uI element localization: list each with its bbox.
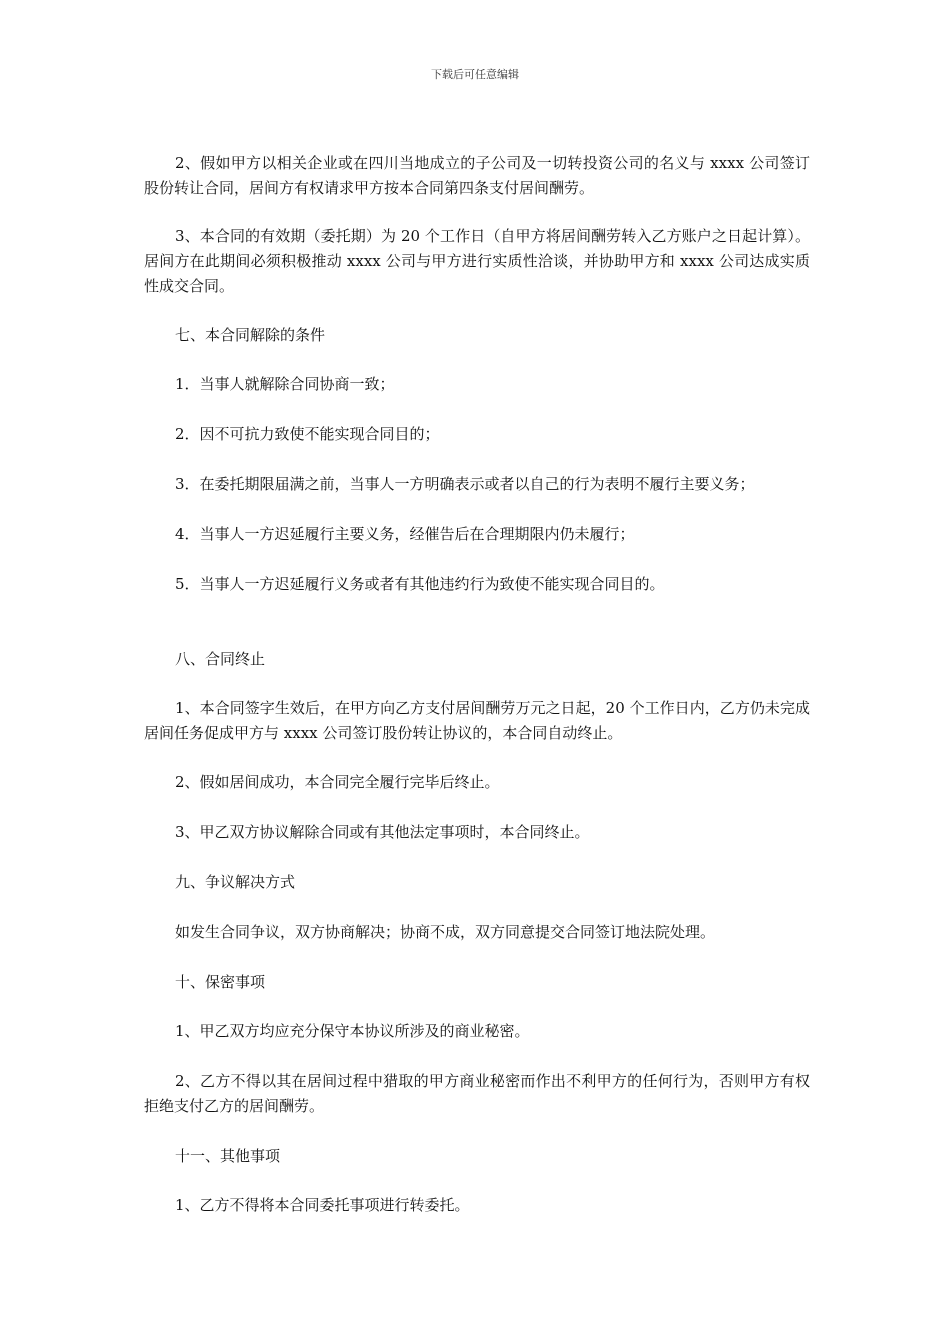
section-heading: 十、保密事项 <box>175 973 266 991</box>
clause-paragraph: 1、甲乙双方均应充分保守本协议所涉及的商业秘密。 <box>175 1022 530 1040</box>
clause-paragraph: 如发生合同争议，双方协商解决；协商不成，双方同意提交合同签订地法院处理。 <box>175 923 716 941</box>
clause-paragraph: 2、假如居间成功，本合同完全履行完毕后终止。 <box>175 773 500 791</box>
list-item: 4．当事人一方迟延履行主要义务，经催告后在合理期限内仍未履行； <box>175 525 635 543</box>
clause-paragraph: 2、乙方不得以其在居间过程中猎取的甲方商业秘密而作出不利甲方的任何行为，否则甲方有权拒绝支付乙方的居间酬劳。 <box>144 1072 810 1115</box>
clause-paragraph: 1、本合同签字生效后，在甲方向乙方支付居间酬劳万元之日起，20 个工作日内，乙方仍未完成居间任务促成甲方与 xxxx 公司签订股份转让协议的，本合同自动终止。 <box>144 699 810 742</box>
clause-paragraph: 3、本合同的有效期（委托期）为 20 个工作日（自甲方将居间酬劳转入乙方账户之日起计算）。居间方在此期间必须积极推动 xxxx 公司与甲方进行实质性洽谈，并协助甲方和 xxxx 公司达成实质性成交合同。 <box>144 227 810 295</box>
clause-paragraph: 3、甲乙双方协议解除合同或有其他法定事项时，本合同终止。 <box>175 823 590 841</box>
list-item: 2．因不可抗力致使不能实现合同目的； <box>175 425 440 443</box>
section-heading: 八、合同终止 <box>175 650 266 668</box>
list-item: 1．当事人就解除合同协商一致； <box>175 375 395 393</box>
clause-paragraph: 1、乙方不得将本合同委托事项进行转委托。 <box>175 1196 470 1214</box>
page-header: 下载后可任意编辑 <box>431 68 519 81</box>
section-heading: 七、本合同解除的条件 <box>175 326 326 344</box>
section-heading: 十一、其他事项 <box>175 1147 281 1165</box>
list-item: 3．在委托期限届满之前，当事人一方明确表示或者以自己的行为表明不履行主要义务； <box>175 475 755 493</box>
list-item: 5．当事人一方迟延履行义务或者有其他违约行为致使不能实现合同目的。 <box>175 575 665 593</box>
section-heading: 九、争议解决方式 <box>175 873 296 891</box>
clause-paragraph: 2、假如甲方以相关企业或在四川当地成立的子公司及一切转投资公司的名义与 xxxx 公司签订股份转让合同，居间方有权请求甲方按本合同第四条支付居间酬劳。 <box>144 154 810 197</box>
